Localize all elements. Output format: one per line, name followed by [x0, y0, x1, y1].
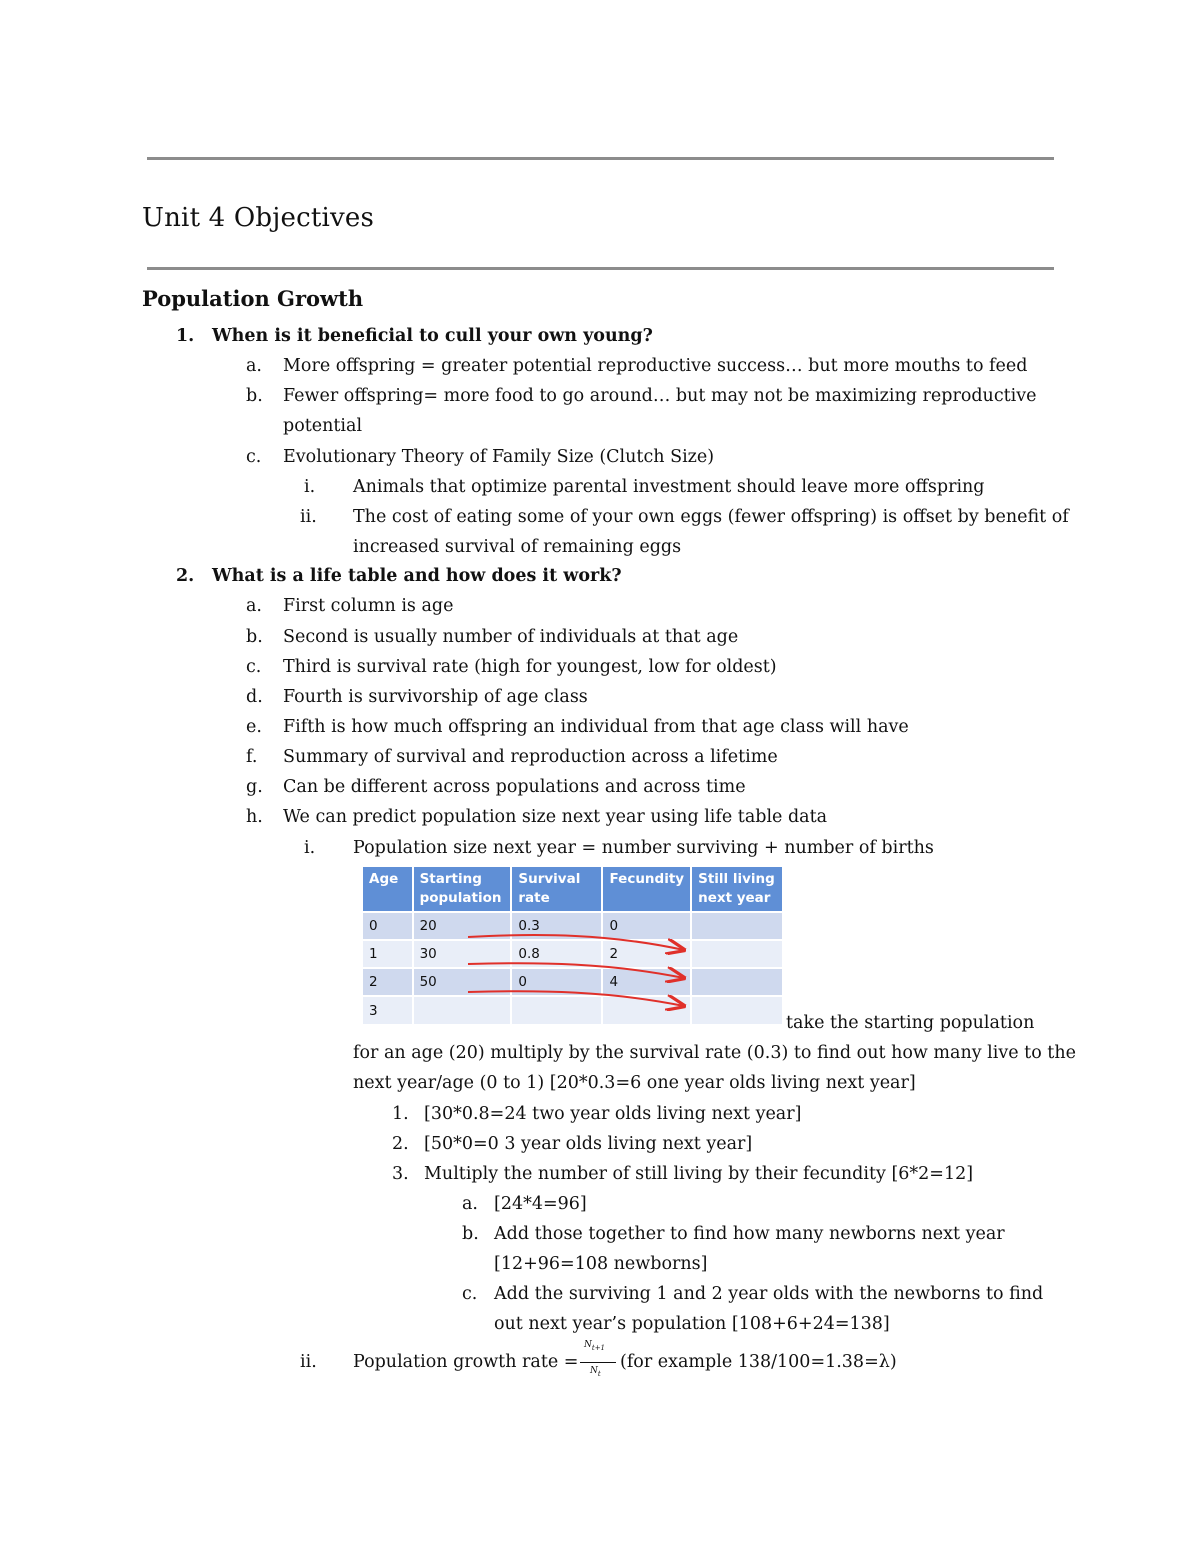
explanation-line: next year/age (0 to 1) [20*0.3=6 one year olds living next year]	[353, 1073, 916, 1093]
q2hi-label: i.	[304, 838, 316, 858]
header-line: Still living	[698, 871, 775, 887]
q2-number: 2.	[176, 566, 195, 586]
q2-text: What is a life table and how does it work?	[212, 566, 622, 586]
q1cii-cont: increased survival of remaining eggs	[353, 537, 682, 557]
table-cell	[691, 968, 782, 996]
q2-item-label: e.	[246, 717, 262, 737]
step-text: [30*0.8=24 two year olds living next year]	[424, 1104, 802, 1124]
substep-label: a.	[462, 1194, 478, 1214]
table-cell	[691, 912, 782, 940]
table-cell: 2	[602, 940, 691, 968]
table-row	[363, 968, 782, 996]
table-row	[363, 912, 782, 940]
table-cell: 20	[413, 912, 512, 940]
q1b-text: Fewer offspring= more food to go around… but may not be maximizing reproductive	[283, 386, 1037, 406]
explanation-line: for an age (20) multiply by the survival rate (0.3) to find out how many live to the	[353, 1043, 1076, 1063]
q2-item-label: g.	[246, 777, 263, 797]
q2-item-label: d.	[246, 687, 263, 707]
q2-item-text: Summary of survival and reproduction across a lifetime	[283, 747, 778, 767]
q1c-label: c.	[246, 447, 262, 467]
substep-text: Add the surviving 1 and 2 year olds with the newborns to find	[494, 1284, 1044, 1304]
q2-item-text: Can be different across populations and across time	[283, 777, 746, 797]
header-starting-population	[413, 867, 512, 912]
q2-item-text: Third is survival rate (high for youngest, low for oldest)	[283, 657, 777, 677]
table-cell: 3	[363, 996, 413, 1024]
table-cell	[602, 996, 691, 1024]
q1cii-label: ii.	[300, 507, 317, 527]
q2-item-label: f.	[246, 747, 258, 767]
table-cell: 30	[413, 940, 512, 968]
top-rule	[147, 157, 1054, 160]
denominator-subscript: t	[597, 1369, 601, 1378]
header-still-living	[691, 867, 782, 912]
q2-item-text: Second is usually number of individuals at that age	[283, 627, 739, 647]
header-line: Survival	[518, 871, 581, 887]
header-line: population	[419, 890, 502, 906]
table-cell: 50	[413, 968, 512, 996]
q1a-text: More offspring = greater potential reproductive success… but more mouths to feed	[283, 356, 1028, 376]
q2-item-text: First column is age	[283, 596, 454, 616]
numerator-symbol: N	[584, 1340, 592, 1350]
q2-item-text: Fifth is how much offspring an individual from that age class will have	[283, 717, 909, 737]
header-fecundity	[602, 867, 691, 912]
q1ci-label: i.	[304, 477, 316, 497]
table-row	[363, 996, 782, 1024]
q1ci-text: Animals that optimize parental investment should leave more offspring	[353, 477, 985, 497]
q1-number: 1.	[176, 326, 195, 346]
table-cell: 0	[602, 912, 691, 940]
q2-item-label: a.	[246, 596, 262, 616]
table-cell	[413, 996, 512, 1024]
table-cell: 2	[363, 968, 413, 996]
table-cell: 4	[602, 968, 691, 996]
table-cell: 0.8	[511, 940, 602, 968]
substep-text: [24*4=96]	[494, 1194, 587, 1214]
q2-item-label: c.	[246, 657, 262, 677]
header-line: Starting	[419, 871, 482, 887]
q1cii-text: The cost of eating some of your own eggs (fewer offspring) is offset by benefit of	[353, 507, 1069, 527]
life-table-header-row	[363, 867, 782, 912]
substep-label: b.	[462, 1224, 479, 1244]
table-cell	[691, 940, 782, 968]
fraction-denominator	[590, 1366, 601, 1378]
header-line: Age	[369, 871, 399, 887]
denominator-symbol: N	[590, 1366, 598, 1376]
q1c-text: Evolutionary Theory of Family Size (Clutch Size)	[283, 447, 715, 467]
growth-rate-text: Population growth rate =	[353, 1352, 579, 1372]
header-line: next year	[698, 890, 771, 906]
header-age	[363, 867, 413, 912]
substep-label: c.	[462, 1284, 478, 1304]
q2-item-label: h.	[246, 807, 263, 827]
q2-item-label: b.	[246, 627, 263, 647]
title-rule	[147, 267, 1054, 270]
q2hii-label: ii.	[300, 1352, 317, 1372]
table-cell: 0	[363, 912, 413, 940]
growth-rate-example: (for example 138/100=1.38=λ)	[620, 1352, 897, 1372]
header-survival-rate	[511, 867, 602, 912]
q2hi-text: Population size next year = number surviving + number of births	[353, 838, 934, 858]
table-cell: 1	[363, 940, 413, 968]
numerator-subscript: t+1	[591, 1343, 606, 1352]
page-title: Unit 4 Objectives	[142, 203, 375, 233]
q1b-cont: potential	[283, 416, 363, 436]
step-label: 1.	[392, 1104, 409, 1124]
step-label: 3.	[392, 1164, 409, 1184]
q2-item-text: Fourth is survivorship of age class	[283, 687, 588, 707]
header-line: Fecundity	[609, 871, 685, 887]
step-text: Multiply the number of still living by their fecundity [6*2=12]	[424, 1164, 974, 1184]
life-table	[363, 867, 782, 1024]
substep-text: Add those together to find how many newborns next year	[494, 1224, 1005, 1244]
after-table-text: take the starting population	[786, 1013, 1035, 1033]
table-cell: 0.3	[511, 912, 602, 940]
header-line: rate	[518, 890, 550, 906]
substep-cont: out next year’s population [108+6+24=138]	[494, 1314, 890, 1334]
table-cell	[691, 996, 782, 1024]
fraction-numerator	[584, 1340, 605, 1352]
step-label: 2.	[392, 1134, 409, 1154]
table-cell	[511, 996, 602, 1024]
table-cell: 0	[511, 968, 602, 996]
step-text: [50*0=0 3 year olds living next year]	[424, 1134, 753, 1154]
q1b-label: b.	[246, 386, 263, 406]
fraction-bar	[580, 1362, 616, 1363]
section-heading: Population Growth	[142, 286, 364, 311]
table-row	[363, 940, 782, 968]
substep-cont: [12+96=108 newborns]	[494, 1254, 708, 1274]
q1a-label: a.	[246, 356, 262, 376]
q1-text: When is it beneficial to cull your own young?	[212, 326, 653, 346]
q2-item-text: We can predict population size next year using life table data	[283, 807, 828, 827]
